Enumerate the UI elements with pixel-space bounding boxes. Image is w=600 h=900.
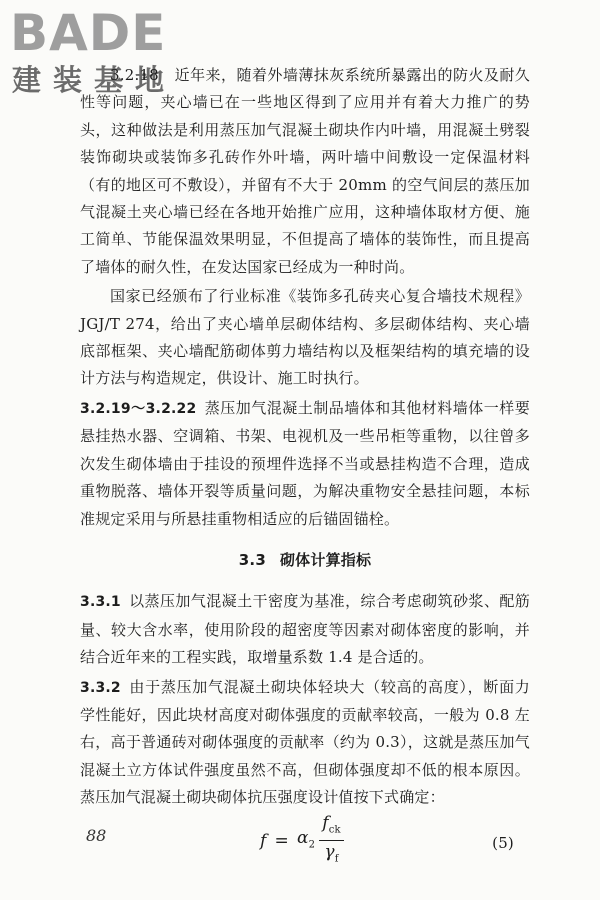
formula-lhs: f xyxy=(260,830,267,851)
paragraph-3-3-2 xyxy=(80,674,530,812)
section-number: 3.3 xyxy=(238,550,266,569)
formula-denominator: $\gamma_f$ xyxy=(324,842,339,865)
formula-expression xyxy=(260,812,344,866)
formula-equals: = xyxy=(274,830,289,851)
paragraph-3-2-18: 3.2.18 近年来，随着外墙薄抹灰系统所暴露出的防火及耐久性等问题，夹心墙已在一些地区得到了应用并有着大力推广的势头，这种做法是利用蒸压加气混凝土砌块作内叶墙，用混凝土劈裂装饰砌块或装饰多孔砖作外叶墙，两叶墙中间敷设一定保温材料（有的地区可不敷设），并留有不大于 20mm 的空气间层的蒸压加气混凝土夹心墙已经在各地开始推广应用，这种墙体取材方便、施工简单、节能保温效果明显，不但提高了墙体的装饰性，而且提高了墙体的耐久性，在发达国家已经成为一种时尚。 xyxy=(80,66,530,276)
formula-numerator: $f_{ck}$ xyxy=(319,813,344,841)
document-body xyxy=(80,62,530,870)
paragraph-standard-reference: 国家已经颁布了行业标准《装饰多孔砖夹心复合墙技术规程》JGJ/T 274，给出了夹心墙单层砌体结构、多层砌体结构、夹心墙底部框架、夹心墙配筋砌体剪力墙结构以及框架结构的填充墙的设计方法与构造规定，供设计、施工时执行。 xyxy=(80,287,530,388)
clause-text: 以蒸压加气混凝土干密度为基准，综合考虑砌筑砂浆、配筋量、较大含水率，使用阶段的超密度等因素对砌体密度的影响，并结合近年来的工程实践，取增量系数 1.4 是合适的。 xyxy=(80,592,530,667)
clause-number: 3.3.1 xyxy=(80,594,121,611)
paragraph-3-3-1 xyxy=(80,588,530,671)
clause-number: 3.2.19～3.2.22 xyxy=(80,400,197,417)
paragraph-3-2-19-22 xyxy=(80,395,530,533)
page-number: 88 xyxy=(86,826,107,845)
watermark-chinese: 建装基地 xyxy=(12,63,177,97)
clause-text: 由于蒸压加气混凝土砌块体轻块大（较高的高度），断面力学性能好，因此块材高度对砌体强度的贡献率较高，一般为 0.8 左右，高于普通砖对砌体强度的贡献率（约为 0.3），这就是蒸压加气混凝土立方体试件强度虽然不高，但砌体强度却不低的根本原因。蒸压加气混凝土砌块砌体抗压强度设计值按下式确定： xyxy=(80,677,530,807)
formula-number: (5) xyxy=(492,833,514,852)
clause-number: 3.3.2 xyxy=(80,679,121,696)
watermark-latin: BADE xyxy=(10,4,167,62)
formula-fraction xyxy=(319,813,344,871)
section-title: 砌体计算指标 xyxy=(279,550,372,569)
clause-text: 蒸压加气混凝土制品墙体和其他材料墙体一样要悬挂热水器、空调箱、书架、电视机及一些吊柜等重物，以往曾多次发生砌体墙由于挂设的预埋件选择不当或悬挂构造不合理，造成重物脱落、墙体开裂等质量问题，为解决重物安全悬挂问题，本标准规定采用与所悬挂重物相适应的后锚固锚栓。 xyxy=(80,398,531,528)
formula-5 xyxy=(80,812,530,870)
formula-coefficient: $\alpha_2$ xyxy=(296,827,316,851)
section-heading xyxy=(80,547,530,574)
